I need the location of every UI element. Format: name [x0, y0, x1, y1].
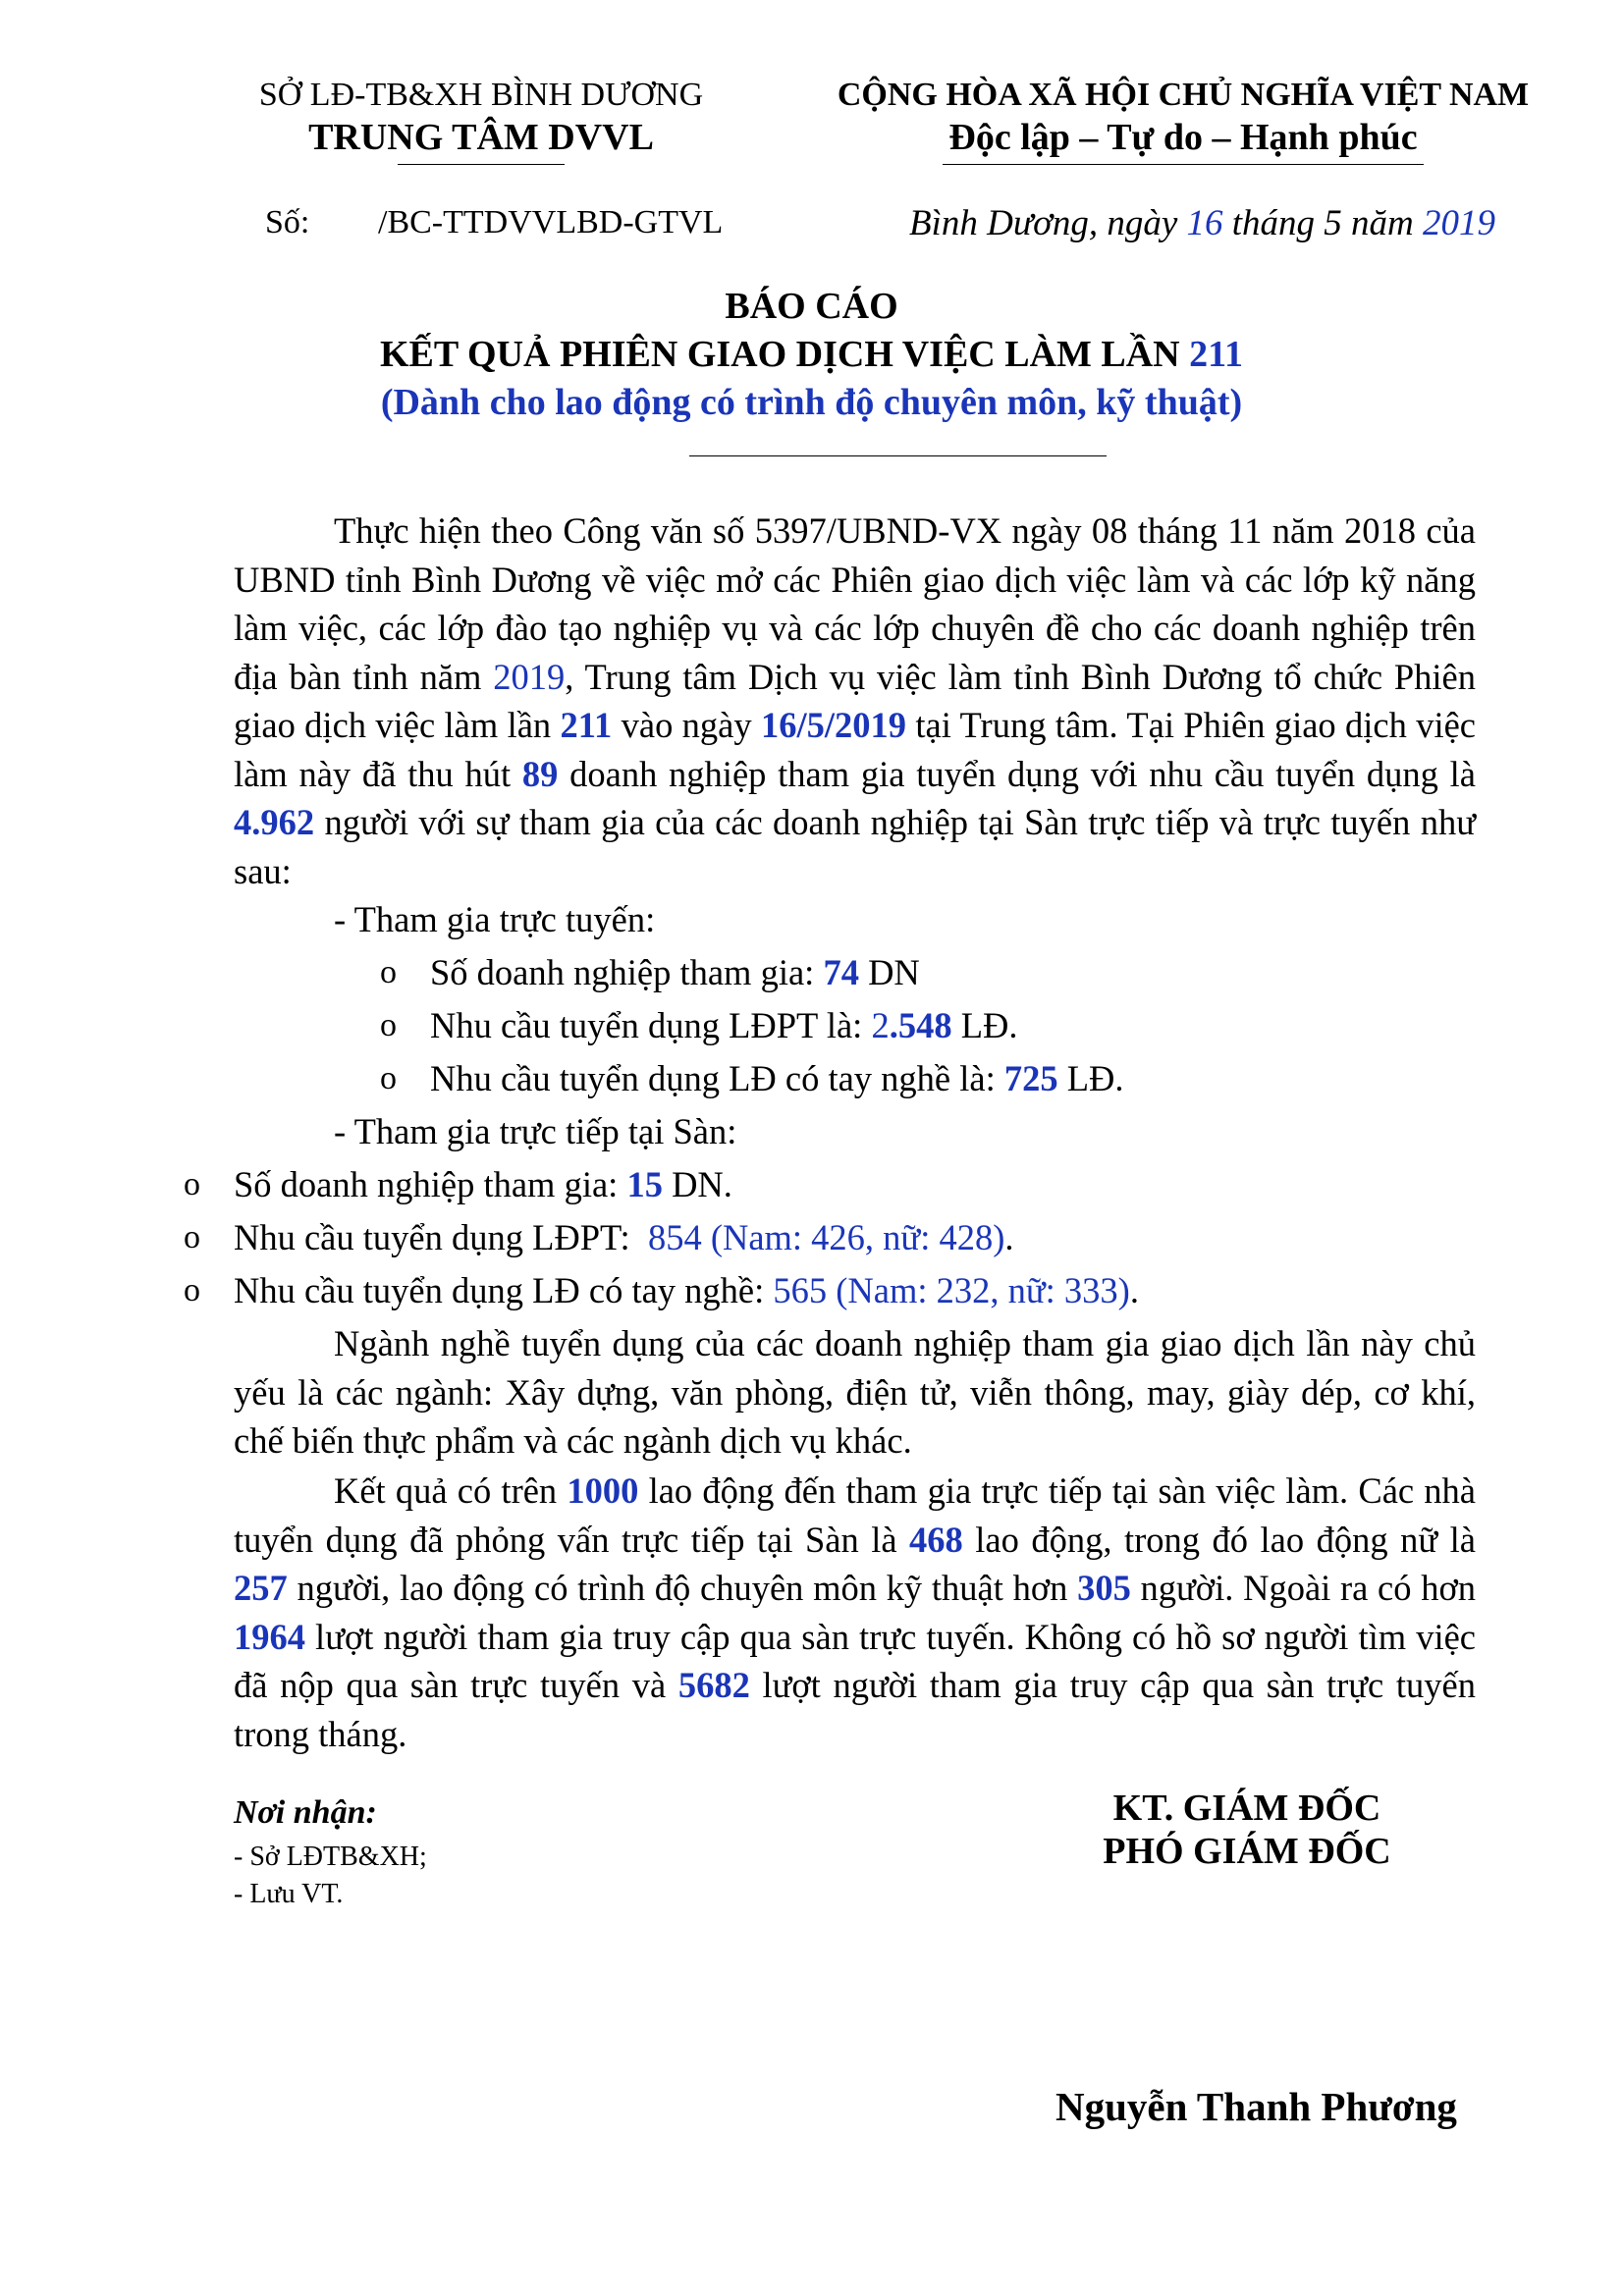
bullet: o — [184, 1272, 200, 1308]
onsite-companies: Số doanh nghiệp tham gia: 15 DN. — [234, 1164, 732, 1204]
date-year: 2019 — [1423, 203, 1495, 243]
title-underline — [689, 455, 1107, 456]
session-number: 211 — [1189, 334, 1244, 375]
unit-underline — [398, 164, 565, 165]
document-date: Bình Dương, ngày 16 tháng 5 năm 2019 — [909, 203, 1495, 243]
document-number-code: /BC-TTDVVLBD-GTVL — [378, 204, 724, 240]
results-paragraph: Kết quả có trên 1000 lao động đến tham gia trực tiếp tại sàn việc làm. Các nhà tuyển dụng đã phỏng vấn trực tiếp tại Sàn là 468 lao động, trong đó lao động nữ là 257 người, lao động có trình độ chuyên môn kỹ thuật hơn 305 người. Ngoài ra có hơn 1964 lượt người tham gia truy cập qua sàn trực tuyến. Không có hồ sơ người tìm việc đã nộp qua sàn trực tuyến và 5682 lượt người tham gia truy cập qua sàn trực tuyến trong tháng. — [234, 1470, 1476, 1754]
onsite-heading: - Tham gia trực tiếp tại Sàn: — [334, 1111, 737, 1151]
motto-underline — [943, 164, 1424, 165]
recipient-item: - Lưu VT. — [234, 1879, 344, 1909]
signature-title: PHÓ GIÁM ĐỐC — [1103, 1831, 1391, 1872]
bullet: o — [380, 1060, 397, 1096]
report-subtitle: (Dành cho lao động có trình độ chuyên môn, kỹ thuật) — [380, 382, 1243, 423]
online-heading: - Tham gia trực tuyến: — [334, 899, 656, 939]
date-day: 16 — [1186, 203, 1223, 243]
issuing-agency: SỞ LĐ-TB&XH BÌNH DƯƠNG — [258, 77, 704, 113]
recipient-item: - Sở LĐTB&XH; — [234, 1842, 427, 1872]
report-title: BÁO CÁO — [725, 286, 898, 327]
bullet: o — [380, 954, 397, 990]
report-heading: KẾT QUẢ PHIÊN GIAO DỊCH VIỆC LÀM LẦN 211 — [379, 334, 1244, 375]
onsite-skilled-labor-demand: Nhu cầu tuyển dụng LĐ có tay nghề: 565 (Nam: 232, nữ: 333). — [234, 1270, 1139, 1310]
recipients-label: Nơi nhận: — [234, 1794, 377, 1831]
bullet: o — [380, 1007, 397, 1043]
online-skilled-labor-demand: Nhu cầu tuyển dụng LĐ có tay nghề là: 725 LĐ. — [430, 1058, 1124, 1098]
issuing-unit: TRUNG TÂM DVVL — [308, 117, 654, 158]
nation-title: CỘNG HÒA XÃ HỘI CHỦ NGHĨA VIỆT NAM — [837, 77, 1530, 113]
national-motto: Độc lập – Tự do – Hạnh phúc — [948, 117, 1418, 158]
industries-paragraph: Ngành nghề tuyển dụng của các doanh nghiệp tham gia giao dịch lần này chủ yếu là các ngành: Xây dựng, văn phòng, điện tử, viễn thông, may, giày dép, cơ khí, chế biến thực phẩm và các ngành dịch vụ khác. — [234, 1323, 1476, 1461]
intro-paragraph: Thực hiện theo Công văn số 5397/UBND-VX ngày 08 tháng 11 năm 2018 của UBND tỉnh Bình Dương về việc mở các Phiên giao dịch việc làm và các lớp kỹ năng làm việc, các lớp đào tạo nghiệp vụ và các lớp chuyên đề cho các doanh nghiệp trên địa bàn tỉnh năm 2019, Trung tâm Dịch vụ việc làm tỉnh Bình Dương tổ chức Phiên giao dịch việc làm lần 211 vào ngày 16/5/2019 tại Trung tâm. Tại Phiên giao dịch việc làm này đã thu hút 89 doanh nghiệp tham gia tuyển dụng với nhu cầu tuyển dụng là 4.962 người với sự tham gia của các doanh nghiệp tại Sàn trực tiếp và trực tuyến như sau: — [234, 510, 1476, 891]
bullet: o — [184, 1166, 200, 1202]
bullet: o — [184, 1219, 200, 1255]
online-companies: Số doanh nghiệp tham gia: 74 DN — [430, 952, 920, 992]
signature-authority: KT. GIÁM ĐỐC — [1112, 1788, 1381, 1829]
signer-name: Nguyễn Thanh Phương — [1055, 2084, 1457, 2129]
online-general-labor-demand: Nhu cầu tuyển dụng LĐPT là: 2.548 LĐ. — [430, 1005, 1018, 1045]
document-number-label: Số: — [265, 204, 310, 240]
onsite-general-labor-demand: Nhu cầu tuyển dụng LĐPT: 854 (Nam: 426, nữ: 428). — [234, 1217, 1014, 1257]
